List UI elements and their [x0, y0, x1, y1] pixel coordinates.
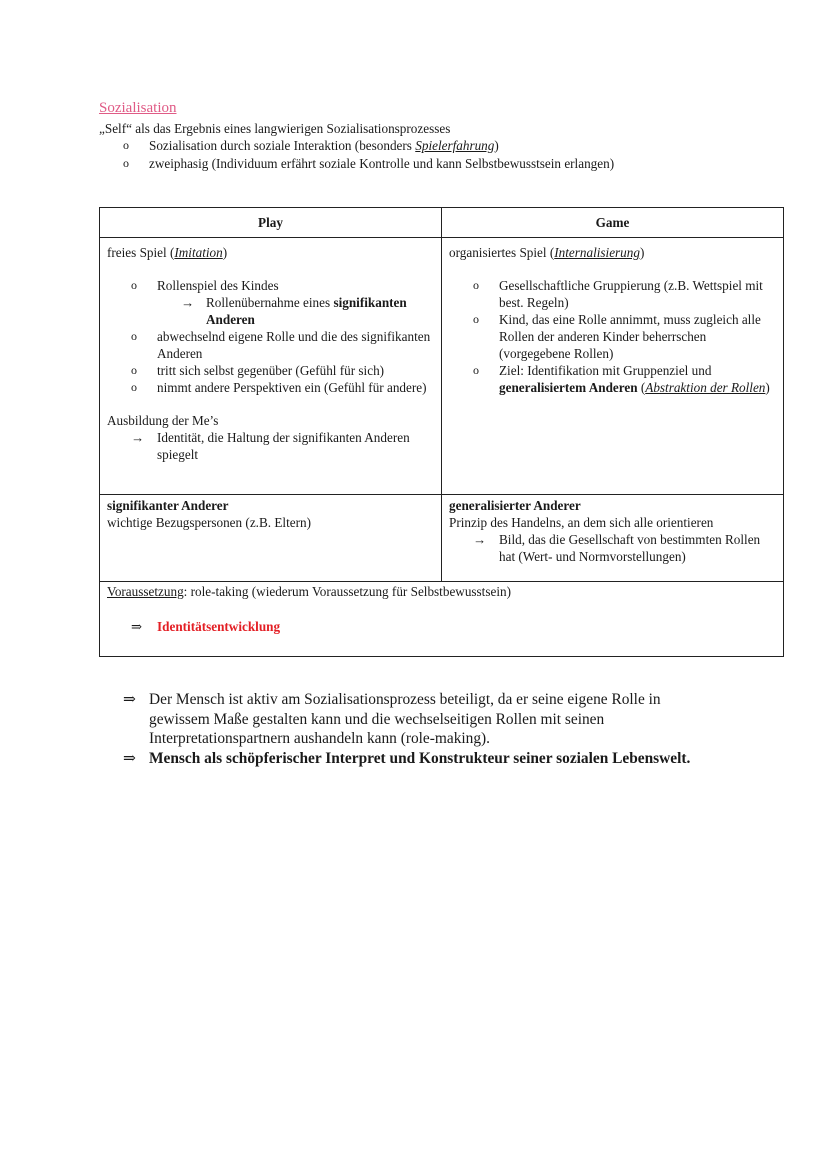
circle-bullet-icon: o	[473, 278, 479, 292]
circle-bullet-icon: o	[131, 380, 137, 394]
generalized-arrow-item: → Bild, das die Gesellschaft von bestimmten Rollen hat (Wert- und Normvorstellungen)	[473, 532, 761, 564]
play-list-item: o tritt sich selbst gegenüber (Gefühl für sich)	[131, 363, 385, 378]
play-arrow-item: → Rollenübernahme eines signifikanten Anderen	[181, 295, 407, 327]
generalized-other-title: generalisierter Anderer	[449, 498, 581, 513]
conclusion-item: ⇒ Mensch als schöpferischer Interpret und Konstrukteur seiner sozialen Lebenswelt.	[123, 749, 691, 767]
intro-bullet	[99, 137, 799, 155]
intro-bullet-text: zweiphasig (Individuum erfährt soziale Kontrolle und kann Selbstbewusstsein erlangen)	[149, 156, 615, 171]
intro-bullet-end: )	[494, 138, 499, 153]
generalized-other-text: Prinzip des Handelns, an dem sich alle orientieren	[449, 515, 714, 530]
game-cell	[442, 238, 784, 495]
me-heading: Ausbildung der Me’s	[107, 413, 219, 428]
intro-bullet-emphasis: Spielerfahrung	[415, 138, 495, 153]
double-arrow-icon: ⇒	[123, 691, 136, 708]
page-title: Sozialisation	[99, 100, 177, 116]
circle-bullet-icon: o	[131, 329, 137, 343]
significant-other-text: wichtige Bezugspersonen (z.B. Eltern)	[107, 515, 311, 530]
play-list-item: o nimmt andere Perspektiven ein (Gefühl für andere)	[131, 380, 427, 395]
conclusion-item: ⇒ Der Mensch ist aktiv am Sozialisationsprozess beteiligt, da er seine eigene Rolle in gewissem Maße gestalten kann und die wechselseitigen Rollen mit seinen Interpretationspartnern aushandeln kann (role-making).	[123, 691, 661, 747]
me-arrow-item: → Identität, die Haltung der signifikanten Anderen spiegelt	[131, 430, 410, 462]
game-list-item: o Kind, das eine Rolle annimmt, muss zugleich alle Rollen der anderen Kinder beherrschen (vorgegebene Rollen)	[473, 312, 761, 361]
game-heading: organisiertes Spiel (Internalisierung)	[449, 245, 645, 260]
circle-bullet-icon: o	[131, 278, 137, 292]
column-header-play: Play	[100, 208, 442, 238]
game-list-item: o Gesellschaftliche Gruppierung (z.B. Wettspiel mit best. Regeln)	[473, 278, 763, 310]
requirement-result: ⇒ Identitätsentwicklung	[131, 619, 281, 634]
intro-line: „Self“ als das Ergebnis eines langwierigen Sozialisationsprozesses	[99, 121, 451, 136]
intro-section	[99, 120, 799, 173]
play-heading: freies Spiel (Imitation)	[107, 245, 228, 260]
significant-other-cell	[100, 495, 442, 582]
requirement-cell	[100, 582, 784, 657]
arrow-right-icon: →	[473, 532, 487, 547]
circle-bullet-icon: o	[473, 363, 479, 377]
column-header-game: Game	[442, 208, 784, 238]
play-game-table	[99, 207, 784, 657]
arrow-right-icon: →	[131, 430, 145, 445]
arrow-right-icon: →	[181, 295, 195, 310]
double-arrow-icon: ⇒	[123, 749, 136, 767]
generalized-other-cell	[442, 495, 784, 582]
requirement-text: Voraussetzung: role-taking (wiederum Voraussetzung für Selbstbewusstsein)	[107, 584, 511, 599]
circle-bullet-icon: o	[123, 156, 129, 170]
circle-bullet-icon: o	[131, 363, 137, 377]
double-arrow-icon: ⇒	[131, 619, 143, 634]
play-cell	[100, 238, 442, 495]
intro-bullet	[99, 155, 799, 173]
significant-other-title: signifikanter Anderer	[107, 498, 229, 513]
play-list-item: o Rollenspiel des Kindes	[131, 278, 279, 293]
play-list-item: o abwechselnd eigene Rolle und die des signifikanten Anderen	[131, 329, 431, 361]
circle-bullet-icon: o	[123, 138, 129, 152]
conclusion-section	[99, 690, 719, 768]
circle-bullet-icon: o	[473, 312, 479, 326]
intro-bullet-text: Sozialisation durch soziale Interaktion (besonders	[149, 138, 416, 153]
game-list-item: o Ziel: Identifikation mit Gruppenziel und generalisiertem Anderen (Abstraktion der Rollen)	[473, 363, 770, 395]
